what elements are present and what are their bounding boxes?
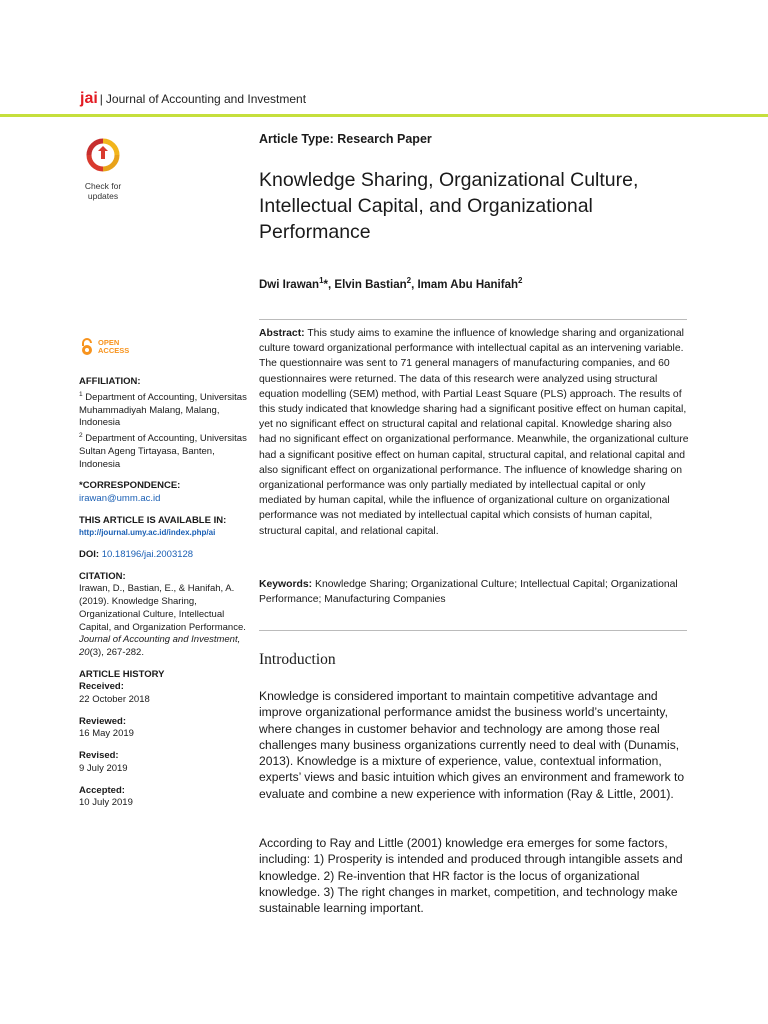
received-date: 22 October 2018 [79, 694, 150, 706]
header-separator: | [99, 92, 103, 106]
history-block [79, 669, 249, 707]
introduction-paragraph-1: Knowledge is considered important to maintain competitive advantage and improve organizational performance amidst the business world’s uncertainty, where changes in customer behavior and technology are among those real challenges many business organizations currently need to deal with (Dunamis, 2013). Knowledge is a mixture of experience, value, contextual information, experts’ views and basic intuition which gives an environment and framework to evaluate and combine a new experience with information (Ray & Little, 2001). [259, 689, 685, 801]
revised-label: Revised: [79, 750, 119, 762]
correspondence-label: *CORRESPONDENCE: [79, 480, 181, 492]
affiliation-sup: 2 [79, 431, 83, 439]
article-sidebar [79, 376, 249, 819]
doi-link[interactable]: 10.18196/jai.2003128 [101, 549, 194, 561]
citation-text [79, 583, 249, 659]
affiliation-sup: 1 [79, 390, 83, 398]
affiliation-label: AFFILIATION: [79, 376, 141, 387]
accepted-block [79, 785, 249, 810]
journal-header [80, 90, 306, 108]
reviewed-label: Reviewed: [79, 715, 126, 727]
author-affil-sup: 2 [518, 276, 523, 285]
introduction-paragraph-2: According to Ray and Little (2001) knowledge era emerges for some factors, including: 1) Prosperity is intended and produced through intangible assets and knowledge. 2) Re-invention that HR factor is the locus of organizational knowledge. 3) The right changes in market, competition, and technology make sustainable learning important. [259, 836, 683, 916]
check-updates-icon [86, 138, 120, 172]
author-name: Imam Abu Hanifah [417, 278, 518, 291]
article-title: Knowledge Sharing, Organizational Culture, Intellectual Capital, and Organizational Performance [259, 169, 639, 243]
introduction-heading: Introduction [259, 651, 336, 668]
header-rule [0, 114, 768, 117]
abstract-text: This study aims to examine the influence of knowledge sharing and organizational culture toward organizational performance with intellectual capital as an intervening variable. The questionnaire was sent to 71 general managers of manufacturing companies, and 60 questionnaires were returned. The data of this research were analyzed using structural equation modelling (SEM) method, with Partial Least Square (PLS) approach. The results of this study indicated that knowledge sharing had a significant positive effect on human capital, yet no significant effect on structural capital and relational capital. Knowledge sharing also had no significant effect on organizational performance. Meanwhile, the organizational culture had a significant positive effect on human capital, structural capital, and relational capital and also significant effect on organizational performance. The influence of knowledge sharing on organizational performance was only partially mediated by intellectual capital or only mediated by human capital, while the influence of organizational culture on organizational performance was not mediated by intellectual capital which consists of human capital, structural capital, and relational capital. [259, 328, 689, 537]
revised-block [79, 750, 249, 775]
affiliation-block [79, 376, 249, 471]
citation-sep: , [237, 634, 241, 646]
check-for-updates-badge[interactable] [78, 138, 128, 201]
article-type: Article Type: Research Paper [259, 132, 432, 146]
open-access-line-2: ACCESS [98, 346, 130, 355]
author-name: Dwi Irawan [259, 278, 320, 291]
correspondence-email-link[interactable]: irawan@umm.ac.id [79, 492, 161, 504]
open-access-line-1: OPEN [98, 338, 120, 347]
author-affil-sup: 1 [319, 276, 324, 285]
author-list: Dwi Irawan$^1$*, Elvin Bastian$^2$, Imam Abu Hanifah$^2$ [259, 276, 523, 291]
affiliation-text: Department of Accounting, Universitas Muhammadiyah Malang, Malang, Indonesia [79, 391, 247, 429]
citation-journal: Journal of Accounting and Investment [79, 634, 238, 646]
journal-name: Journal of Accounting and Investment [105, 92, 307, 106]
abstract-top-rule [259, 319, 687, 320]
keywords [259, 577, 691, 607]
availability-label: THIS ARTICLE IS AVAILABLE IN: [79, 514, 227, 526]
keywords-label: Keywords: [259, 579, 313, 590]
citation-volume: 20 [79, 646, 90, 658]
citation-body: Irawan, D., Bastian, E., & Hanifah, A. (2019). Knowledge Sharing, Organizational Culture, Intellectual Capital, and Organization Performance. [79, 583, 246, 633]
open-access-badge [79, 338, 129, 356]
doi-label: DOI: [79, 549, 100, 561]
correspondence-block [79, 480, 249, 505]
check-updates-label-1: Check for [84, 181, 122, 191]
abstract-label: Abstract: [259, 328, 305, 339]
reviewed-block [79, 716, 249, 741]
journal-logo: jai [80, 90, 98, 107]
author-name: Elvin Bastian [334, 278, 407, 291]
affiliation-text: Department of Accounting, Universitas Sultan Ageng Tirtayasa, Banten, Indonesia [79, 433, 247, 470]
affiliation-2 [79, 430, 249, 471]
abstract [259, 326, 691, 539]
availability-block [79, 515, 249, 540]
citation-label: CITATION: [79, 570, 126, 582]
keywords-text: Knowledge Sharing; Organizational Culture; Intellectual Capital; Organizational Performance; Manufacturing Companies [259, 579, 678, 606]
affiliation-1 [79, 389, 249, 430]
doi-block [79, 549, 249, 562]
received-label: Received: [79, 681, 124, 693]
citation-pages: (3), 267-282. [89, 646, 144, 658]
author-affil-sup: 2 [406, 276, 412, 285]
accepted-date: 10 July 2019 [79, 797, 133, 809]
corresponding-mark: * [323, 278, 329, 291]
revised-date: 9 July 2019 [79, 762, 128, 774]
citation-block [79, 571, 249, 660]
abstract-bottom-rule [259, 630, 687, 631]
reviewed-date: 16 May 2019 [79, 728, 134, 740]
accepted-label: Accepted: [79, 784, 125, 796]
check-updates-label-2: updates [87, 191, 119, 201]
open-lock-icon [79, 338, 95, 356]
journal-url-link[interactable]: http://journal.umy.ac.id/index.php/ai [79, 528, 216, 538]
history-label: ARTICLE HISTORY [79, 668, 165, 680]
